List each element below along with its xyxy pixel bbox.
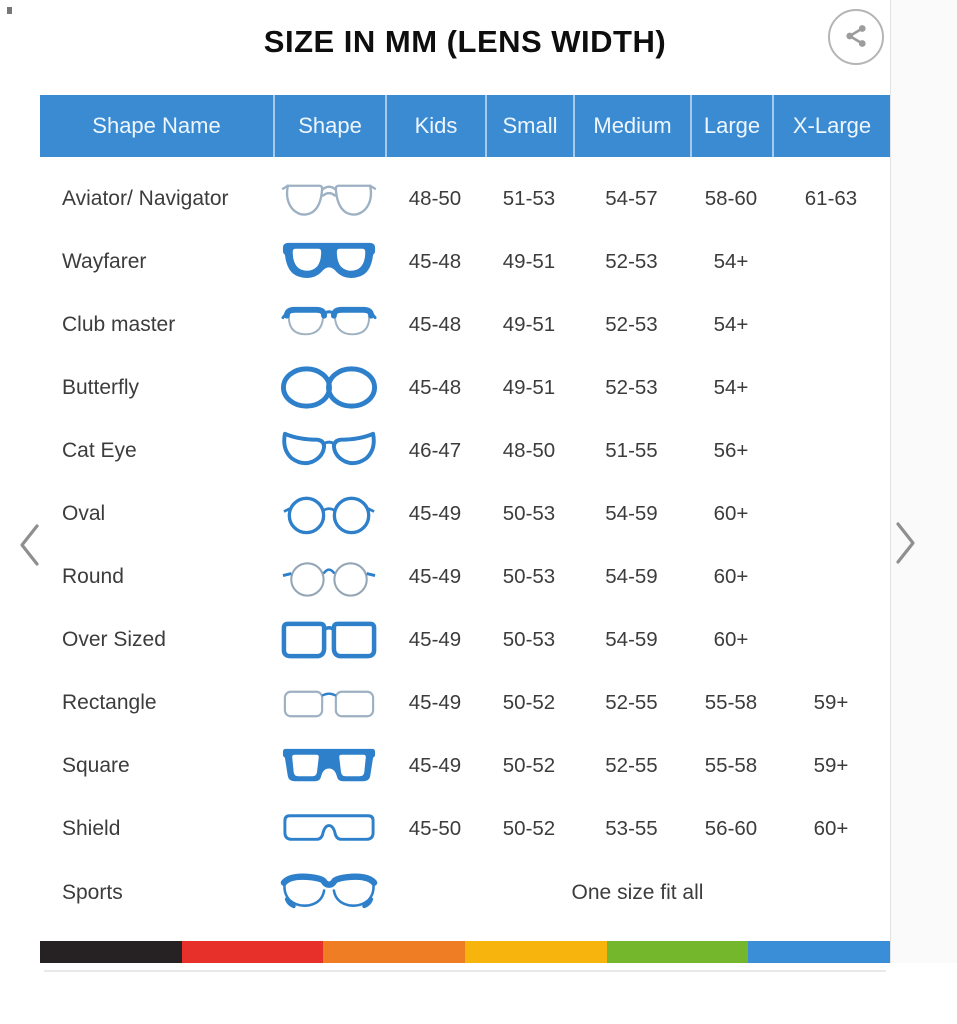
shape-name: Wayfarer bbox=[62, 249, 147, 273]
size-value: 50-53 bbox=[502, 565, 556, 589]
table-header-row bbox=[40, 95, 890, 157]
right-gutter bbox=[891, 0, 957, 963]
clubmaster-glasses-icon bbox=[273, 300, 385, 349]
size-value: 50-53 bbox=[502, 502, 556, 526]
size-value: 45-48 bbox=[408, 312, 462, 336]
size-value: 53-55 bbox=[605, 817, 658, 841]
size-value: 56+ bbox=[713, 438, 749, 462]
size-value: 54-57 bbox=[605, 186, 658, 210]
carousel-prev-button[interactable] bbox=[16, 522, 42, 571]
aviator-glasses-icon bbox=[273, 174, 385, 223]
rectangle-glasses-icon bbox=[273, 679, 385, 728]
size-value: 52-55 bbox=[605, 754, 658, 778]
chevron-right-icon bbox=[893, 554, 919, 569]
shape-name: Sports bbox=[62, 880, 123, 904]
square-glasses-icon bbox=[273, 742, 385, 791]
size-value: 50-53 bbox=[502, 628, 556, 652]
size-value: 50-52 bbox=[502, 817, 556, 841]
footer-color-stripe bbox=[40, 941, 890, 963]
column-header-kids: Kids bbox=[385, 95, 485, 157]
oversized-glasses-icon bbox=[273, 616, 385, 665]
size-value: 58-60 bbox=[704, 186, 758, 210]
table-row bbox=[40, 293, 890, 356]
size-value: 54+ bbox=[713, 249, 749, 273]
size-value: 52-53 bbox=[605, 249, 658, 273]
round-glasses-icon bbox=[273, 553, 385, 602]
cateye-glasses-icon bbox=[273, 426, 385, 475]
table-row bbox=[40, 609, 890, 672]
table-row bbox=[40, 230, 890, 293]
size-value: 55-58 bbox=[704, 754, 758, 778]
size-value: 54-59 bbox=[605, 565, 658, 589]
table-row bbox=[40, 546, 890, 609]
size-value: 51-53 bbox=[502, 186, 556, 210]
size-value: 60+ bbox=[713, 502, 749, 526]
table-row bbox=[40, 356, 890, 419]
table-row bbox=[40, 672, 890, 735]
one-size-note: One size fit all bbox=[571, 880, 704, 904]
shape-name: Over Sized bbox=[62, 628, 166, 652]
size-value: 60+ bbox=[813, 817, 849, 841]
size-value: 45-49 bbox=[408, 628, 462, 652]
size-value: 50-52 bbox=[502, 691, 556, 715]
shape-name: Oval bbox=[62, 502, 106, 526]
table-row bbox=[40, 167, 890, 230]
table-row bbox=[40, 861, 890, 924]
shape-name: Cat Eye bbox=[62, 438, 137, 462]
table-row bbox=[40, 735, 890, 798]
column-header-medium: Medium bbox=[573, 95, 690, 157]
size-value: 59+ bbox=[813, 754, 849, 778]
size-value: 52-53 bbox=[605, 375, 658, 399]
column-header-large: Large bbox=[690, 95, 772, 157]
size-value: 45-50 bbox=[408, 817, 462, 841]
oval-glasses-icon bbox=[273, 490, 385, 539]
column-header-x-large: X-Large bbox=[772, 95, 890, 157]
size-value: 54+ bbox=[713, 312, 749, 336]
stripe-segment bbox=[748, 941, 890, 963]
size-value: 45-48 bbox=[408, 375, 462, 399]
chevron-left-icon bbox=[16, 556, 42, 571]
size-value: 54+ bbox=[713, 375, 749, 399]
size-value: 50-52 bbox=[502, 754, 556, 778]
size-value: 52-55 bbox=[605, 691, 658, 715]
carousel-next-button[interactable] bbox=[893, 520, 919, 569]
shape-name: Aviator/ Navigator bbox=[62, 186, 229, 210]
stripe-segment bbox=[40, 941, 182, 963]
shape-name: Rectangle bbox=[62, 691, 157, 715]
size-value: 45-49 bbox=[408, 565, 462, 589]
page-title: SIZE IN MM (LENS WIDTH) bbox=[263, 24, 667, 59]
shape-name: Shield bbox=[62, 817, 121, 841]
shape-name: Club master bbox=[62, 312, 176, 336]
size-value: 60+ bbox=[713, 628, 749, 652]
size-value: 59+ bbox=[813, 691, 849, 715]
stripe-segment bbox=[607, 941, 749, 963]
table-body bbox=[40, 157, 890, 924]
size-value: 48-50 bbox=[502, 438, 556, 462]
table-row bbox=[40, 482, 890, 545]
wayfarer-glasses-icon bbox=[273, 237, 385, 286]
stripe-segment bbox=[323, 941, 465, 963]
column-header-shape: Shape bbox=[273, 95, 385, 157]
size-value: 56-60 bbox=[704, 817, 758, 841]
size-value: 49-51 bbox=[502, 249, 556, 273]
size-value: 54-59 bbox=[605, 628, 658, 652]
share-icon bbox=[841, 21, 871, 54]
size-value: 54-59 bbox=[605, 502, 658, 526]
shape-name: Butterfly bbox=[62, 375, 140, 399]
size-value: 45-49 bbox=[408, 754, 462, 778]
butterfly-glasses-icon bbox=[273, 363, 385, 412]
size-value: 61-63 bbox=[804, 186, 858, 210]
crop-artifact bbox=[7, 7, 12, 14]
size-value: 46-47 bbox=[408, 438, 462, 462]
card-right-border bbox=[890, 0, 891, 963]
size-value: 55-58 bbox=[704, 691, 758, 715]
table-row bbox=[40, 798, 890, 861]
column-header-shape-name: Shape Name bbox=[92, 113, 221, 138]
column-header-small: Small bbox=[485, 95, 573, 157]
table-row bbox=[40, 419, 890, 482]
size-value: 45-48 bbox=[408, 249, 462, 273]
shape-name: Round bbox=[62, 565, 124, 589]
size-value: 60+ bbox=[713, 565, 749, 589]
shape-name: Square bbox=[62, 754, 130, 778]
size-value: 52-53 bbox=[605, 312, 658, 336]
shield-glasses-icon bbox=[273, 805, 385, 854]
size-value: 45-49 bbox=[408, 691, 462, 715]
sports-glasses-icon bbox=[273, 868, 385, 917]
stripe-segment bbox=[465, 941, 607, 963]
size-value: 49-51 bbox=[502, 375, 556, 399]
size-value: 49-51 bbox=[502, 312, 556, 336]
size-value: 51-55 bbox=[605, 438, 658, 462]
size-value: 48-50 bbox=[408, 186, 462, 210]
stripe-shadow bbox=[44, 970, 886, 972]
size-value: 45-49 bbox=[408, 502, 462, 526]
share-button[interactable] bbox=[828, 9, 884, 65]
stripe-segment bbox=[182, 941, 324, 963]
